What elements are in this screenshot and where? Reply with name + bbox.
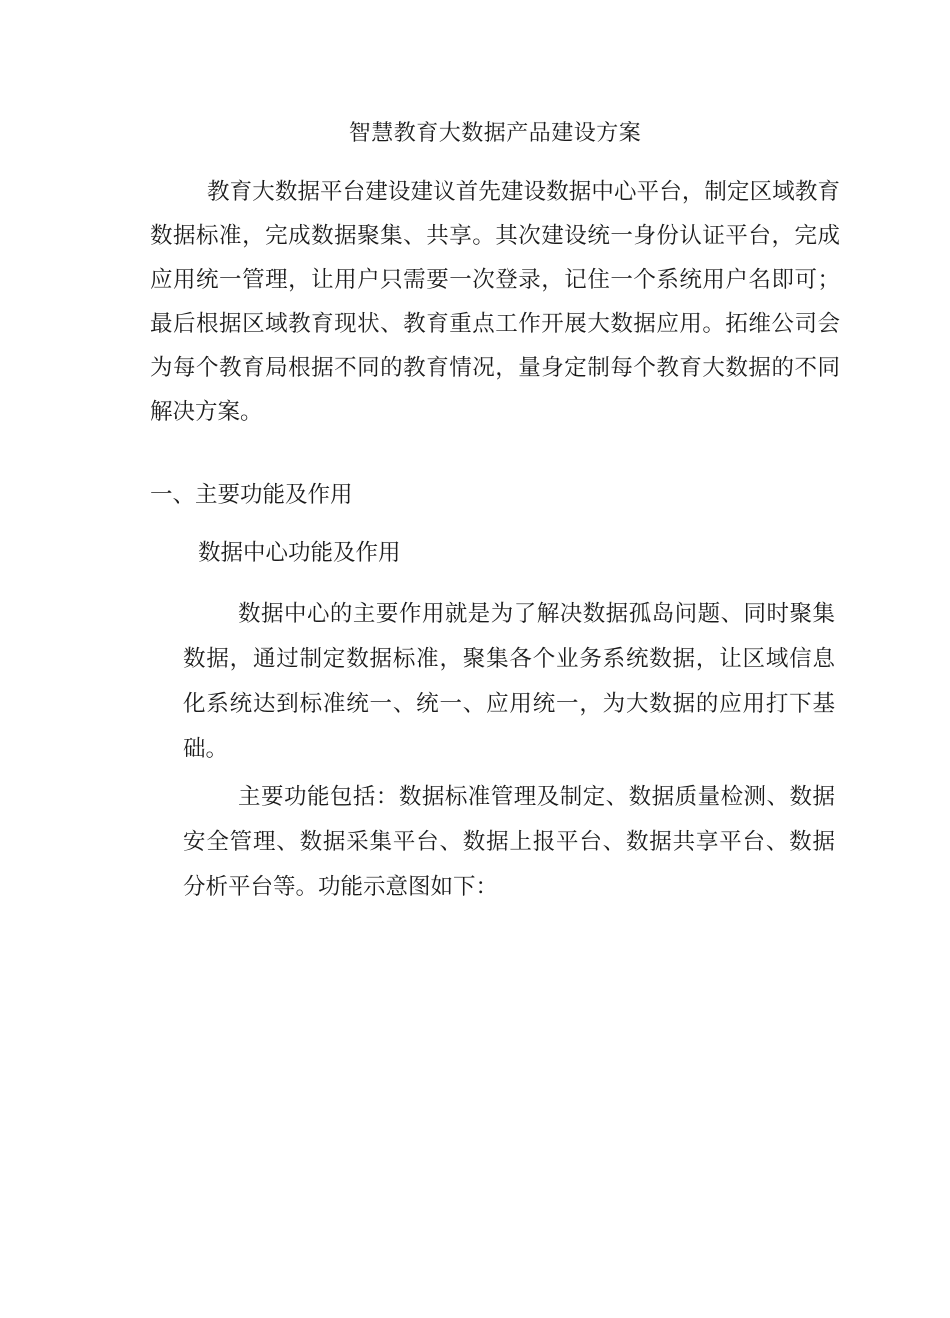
subsection-heading: 数据中心功能及作用 <box>198 540 401 566</box>
document-title: 智慧教育大数据产品建设方案 <box>348 121 642 146</box>
intro-paragraph: 教育大数据平台建设建议首先建设数据中心平台，制定区域教育数据标准，完成数据聚集、共享。其次建设统一身份认证平台，完成应用统一管理，让用户只需要一次登录，记住一个系统用户名即可；最后根据区域教育现状、教育重点工作开展大数据应用。拓维公司会为每个教育局根据不同的教育情况，量身定制每个教育大数据的不同解决方案。 <box>150 179 840 425</box>
section-heading: 一、主要功能及作用 <box>150 482 353 508</box>
body-paragraph-purpose: 数据中心的主要作用就是为了解决数据孤岛问题、同时聚集数据，通过制定数据标准，聚集各个业务系统数据，让区域信息化系统达到标准统一、统一、应用统一，为大数据的应用打下基础。 <box>183 601 835 762</box>
body-paragraph-functions: 主要功能包括：数据标准管理及制定、数据质量检测、数据安全管理、数据采集平台、数据上报平台、数据共享平台、数据分析平台等。功能示意图如下： <box>183 784 835 900</box>
